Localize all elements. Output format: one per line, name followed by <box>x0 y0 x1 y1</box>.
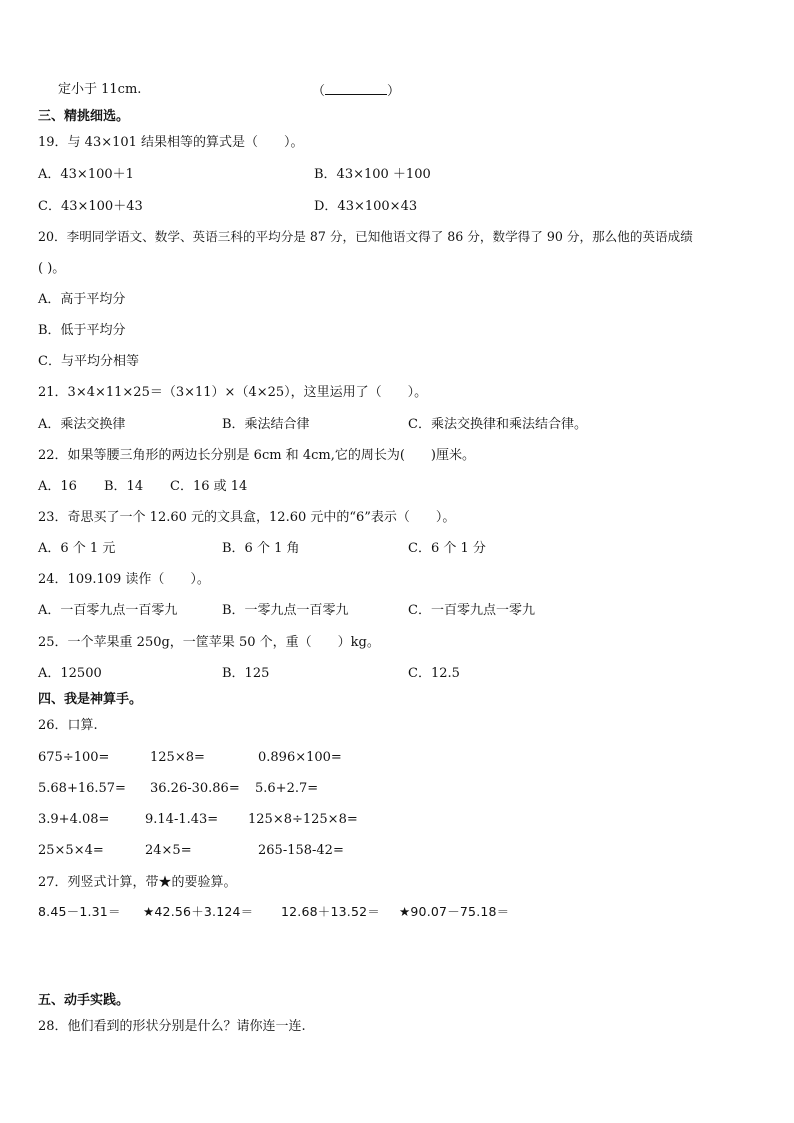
q26-item: 24×5= <box>145 843 192 858</box>
q19-stem: 19．与 43×101 结果相等的算式是（ ）。 <box>38 135 304 150</box>
q22-option-a: A．16 <box>38 479 77 494</box>
answer-blank <box>312 83 400 98</box>
q20-option-c: C．与平均分相等 <box>38 354 139 369</box>
q26-item: 5.68+16.57= <box>38 781 126 796</box>
q21-option-a: A．乘法交换律 <box>38 417 126 432</box>
q23-option-c: C．6 个 1 分 <box>408 541 486 556</box>
q21-stem: 21．3×4×11×25＝（3×11）×（4×25），这里运用了（ ）。 <box>38 385 428 400</box>
q20-stem: 20．李明同学语文、数学、英语三科的平均分是 87 分，已知他语文得了 86 分，数学得了 90 分，那么他的英语成绩 <box>38 229 693 244</box>
q20-option-a: A．高于平均分 <box>38 292 126 307</box>
q27-item: ★90.07－75.18＝ <box>399 904 510 919</box>
q21-option-b: B．乘法结合律 <box>222 417 310 432</box>
q26-item: 25×5×4= <box>38 843 104 858</box>
q20-stem-continued: ( )。 <box>38 261 66 276</box>
section-5-title: 五、动手实践。 <box>38 993 130 1008</box>
q19-option-b: B．43×100 ＋100 <box>314 167 431 182</box>
q23-option-a: A．6 个 1 元 <box>38 541 116 556</box>
q22-option-c: C．16 或 14 <box>170 479 248 494</box>
q25-option-a: A．12500 <box>38 666 102 681</box>
q19-option-a: A．43×100＋1 <box>38 167 134 182</box>
q24-option-b: B．一零九点一百零九 <box>222 603 349 618</box>
continuation-text: 定小于 11cm. <box>58 82 142 97</box>
blank-line <box>325 83 387 95</box>
q20-option-b: B．低于平均分 <box>38 323 126 338</box>
q26-item: 125×8÷125×8= <box>248 812 358 827</box>
q26-item: 5.6+2.7= <box>255 781 319 796</box>
q27-item: 12.68＋13.52＝ <box>281 904 380 919</box>
paren-open: （ <box>312 84 326 99</box>
q19-option-c: C．43×100＋43 <box>38 199 143 214</box>
q26-item: 3.9+4.08= <box>38 812 110 827</box>
q26-item: 125×8= <box>150 750 205 765</box>
q23-stem: 23．奇思买了一个 12.60 元的文具盒，12.60 元中的“6”表示（ ）。 <box>38 510 456 525</box>
q25-option-c: C．12.5 <box>408 666 460 681</box>
q25-option-b: B．125 <box>222 666 270 681</box>
q26-item: 265-158-42= <box>258 843 344 858</box>
q23-option-b: B．6 个 1 角 <box>222 541 300 556</box>
q26-item: 675÷100= <box>38 750 110 765</box>
q26-item: 36.26-30.86= <box>150 781 240 796</box>
section-3-title: 三、精挑细选。 <box>38 109 130 124</box>
q26-item: 9.14-1.43= <box>145 812 219 827</box>
q25-stem: 25．一个苹果重 250g，一筐苹果 50 个，重（ ）kg。 <box>38 635 380 650</box>
q22-stem: 22．如果等腰三角形的两边长分别是 6cm 和 4cm,它的周长为( )厘米。 <box>38 448 475 463</box>
q21-option-c: C．乘法交换律和乘法结合律。 <box>408 417 587 432</box>
q27-item: 8.45－1.31＝ <box>38 904 121 919</box>
paren-close: ） <box>387 84 401 99</box>
q22-option-b: B．14 <box>104 479 144 494</box>
q24-stem: 24．109.109 读作（ ）。 <box>38 572 210 587</box>
q26-stem: 26．口算. <box>38 718 98 733</box>
q24-option-c: C．一百零九点一零九 <box>408 603 535 618</box>
section-4-title: 四、我是神算手。 <box>38 692 143 707</box>
q27-item: ★42.56＋3.124＝ <box>143 904 254 919</box>
q26-item: 0.896×100= <box>258 750 342 765</box>
q27-stem: 27．列竖式计算，带★的要验算。 <box>38 875 237 890</box>
q28-stem: 28．他们看到的形状分别是什么？请你连一连. <box>38 1019 306 1034</box>
q19-option-d: D．43×100×43 <box>314 199 418 214</box>
q24-option-a: A．一百零九点一百零九 <box>38 603 178 618</box>
